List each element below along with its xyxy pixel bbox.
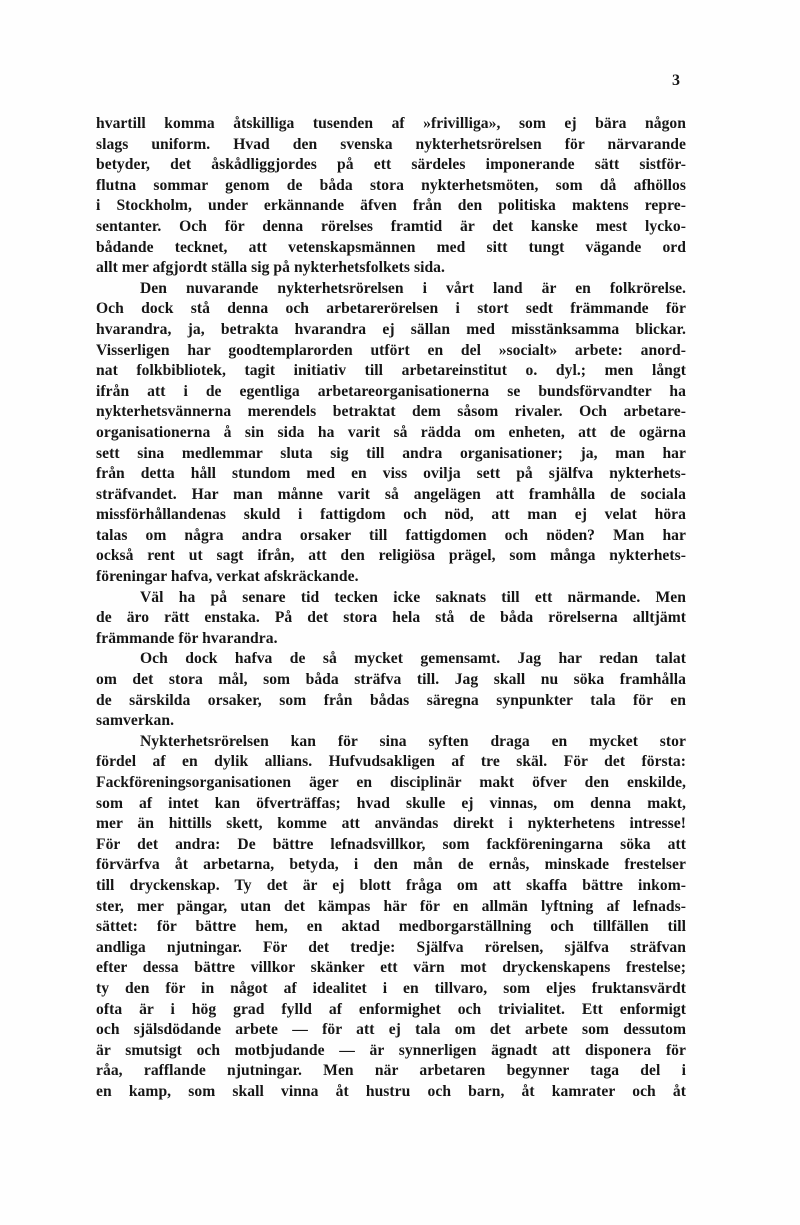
- body-text: [96, 114, 686, 1103]
- text-line: samverkan.: [96, 712, 175, 730]
- text-line: andliga njutningar. För det tredje: Själfva rörelsen, själfva sträfvan: [96, 938, 686, 956]
- text-line: Fackföreningsorganisationen äger en disciplinär makt öfver den enskilde,: [96, 774, 686, 791]
- text-line: också rent ut sagt ifrån, att den religiösa prägel, som många nykterhets-: [96, 547, 686, 565]
- text-line: slags uniform. Hvad den svenska nykterhetsrörelsen för närvarande: [96, 135, 686, 153]
- text-line: Och dock stå denna och arbetarerörelsen i stort sedt främmande för: [96, 300, 686, 318]
- text-line: och själsdödande arbete — för att ej tala om det arbete som dessutom: [96, 1021, 686, 1039]
- text-line: hvartill komma åtskilliga tusenden af »frivilliga», som ej bära någon: [96, 115, 686, 132]
- text-line: bådande tecknet, att vetenskapsmännen med sitt tungt vägande ord: [96, 238, 686, 256]
- text-line: ifrån att i de egentliga arbetareorganisationerna se bundsförvandter ha: [96, 382, 686, 400]
- text-line: som af intet kan öfverträffas; hvad skulle ej vinnas, om denna makt,: [96, 794, 686, 812]
- text-line: de särskilda orsaker, som från bådas säregna synpunkter tala för en: [96, 691, 686, 709]
- text-line: betyder, det åskådliggjordes på ett särdeles imponerande sätt sistför-: [96, 156, 686, 174]
- text-line: mer än hittills skett, komme att användas direkt i nykterhetens intresse!: [96, 815, 686, 833]
- text-line: nykterhetsvännerna merendels betraktat dem såsom rivaler. Och arbetare-: [96, 403, 686, 421]
- text-line: ty den för in något af idealitet i en tillvaro, som eljes fruktansvärdt: [96, 979, 686, 997]
- text-line: främmande för hvarandra.: [96, 629, 278, 647]
- text-line: ster, mer pängar, utan det kämpas här för en allmän lyftning af lefnads-: [96, 897, 686, 915]
- text-line: efter dessa bättre villkor skänker ett värn mot dryckenskapens frestelse;: [96, 959, 686, 977]
- text-line: de äro rätt enstaka. På det stora hela stå de båda rörelserna alltjämt: [96, 609, 686, 627]
- text-line: nat folkbibliotek, tagit initiativ till arbetareinstitut o. dyl.; men långt: [96, 362, 686, 380]
- text-line: Visserligen har goodtemplarorden utfört en del »socialt» arbete: anord-: [96, 341, 686, 359]
- text-line: missförhållandenas skuld i fattigdom och nöd, att man ej velat höra: [96, 506, 686, 524]
- text-line: Och dock hafva de så mycket gemensamt. Jag har redan talat: [140, 650, 686, 668]
- text-line: För det andra: De bättre lefnadsvillkor, som fackföreningarna söka att: [96, 835, 686, 853]
- text-line: allt mer afgjordt ställa sig på nykterhetsfolkets sida.: [96, 259, 445, 277]
- text-line: en kamp, som skall vinna åt hustru och barn, åt kamrater och åt: [96, 1082, 686, 1100]
- text-line: föreningar hafva, verkat afskräckande.: [96, 568, 359, 586]
- text-line: är smutsigt och motbjudande — är synnerligen ägnadt att disponera för: [96, 1041, 686, 1059]
- text-line: ofta är i hög grad fylld af enformighet och trivialitet. Ett enformigt: [96, 1000, 686, 1018]
- text-line: om det stora mål, som båda sträfva till. Jag skall nu söka framhålla: [96, 671, 686, 689]
- text-line: Nykterhetsrörelsen kan för sina syften draga en mycket stor: [140, 732, 686, 750]
- text-line: sentanter. Och för denna rörelses framtid är det kanske mest lycko-: [96, 217, 686, 235]
- text-line: förvärfva åt arbetarna, betyda, i den mån de ernås, minskade frestelser: [96, 856, 686, 874]
- text-line: organisationerna å sin sida ha varit så rädda om enheten, att de ogärna: [96, 423, 686, 441]
- text-line: talas om några andra orsaker till fattigdomen och nöden? Man har: [96, 526, 686, 544]
- text-line: sträfvandet. Har man månne varit så angelägen att framhålla de sociala: [96, 485, 686, 503]
- text-line: i Stockholm, under erkännande äfven från den politiska maktens repre-: [96, 197, 686, 215]
- text-line: hvarandra, ja, betrakta hvarandra ej sällan med misstänksamma blickar.: [96, 320, 686, 338]
- text-line: sättet: för bättre hem, en aktad medborgarställning och tillfällen till: [96, 918, 686, 936]
- text-line: flutna sommar genom de båda stora nykterhetsmöten, som då afhöllos: [96, 176, 686, 194]
- text-line: Väl ha på senare tid tecken icke saknats till ett närmande. Men: [140, 588, 686, 606]
- text-line: Den nuvarande nykterhetsrörelsen i vårt land är en folkrörelse.: [140, 279, 686, 297]
- page-number: 3: [672, 72, 680, 89]
- text-line: från detta håll stundom med en viss ovilja sett på själfva nykterhets-: [96, 465, 686, 483]
- text-line: till dryckenskap. Ty det är ej blott fråga om att skaffa bättre inkom-: [96, 876, 686, 894]
- text-line: råa, rafflande njutningar. Men när arbetaren begynner taga del i: [96, 1062, 686, 1080]
- text-line: sett sina medlemmar sluta sig till andra organisationer; ja, man har: [96, 444, 686, 462]
- text-line: fördel af en dylik allians. Hufvudsakligen af tre skäl. För det första:: [96, 753, 686, 771]
